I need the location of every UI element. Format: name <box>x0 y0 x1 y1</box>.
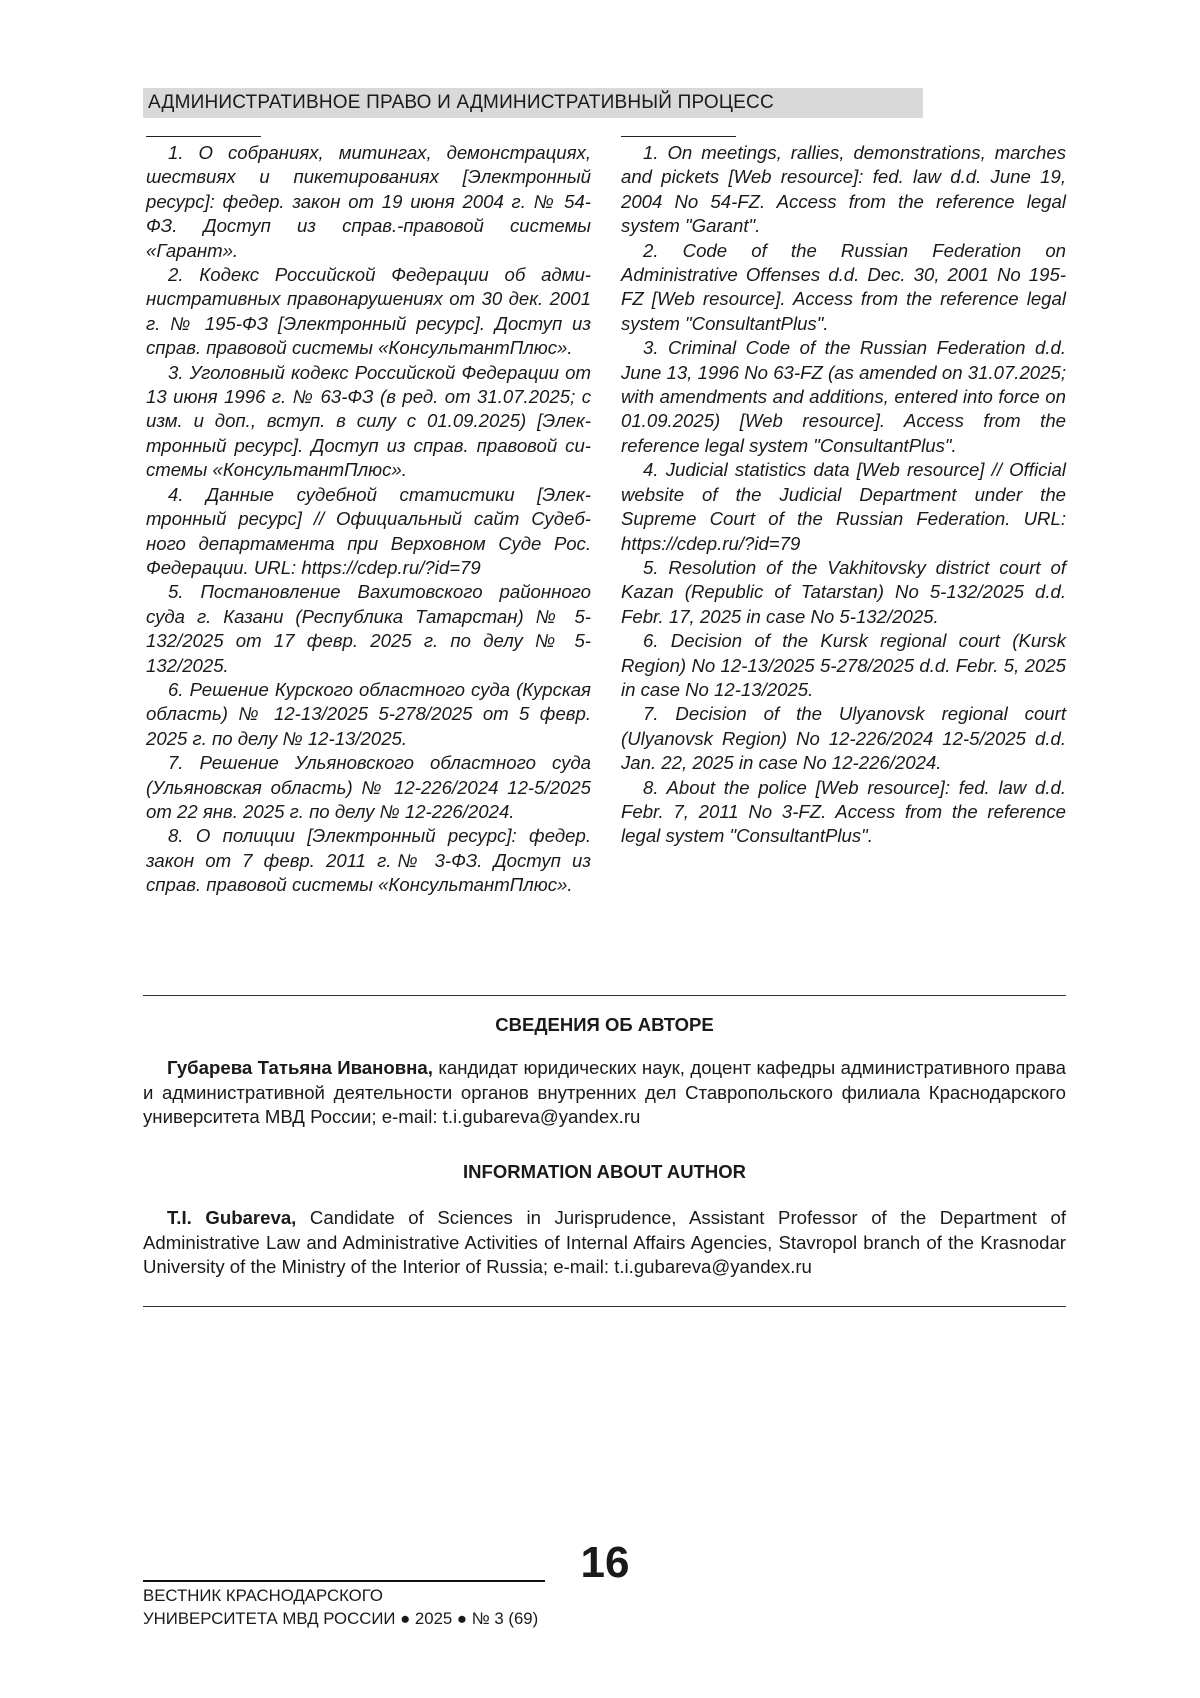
footnote-separator <box>621 136 736 137</box>
author-info-en <box>143 1206 1066 1280</box>
section-header-title: АДМИНИСТРАТИВНОЕ ПРАВО И АДМИНИСТРАТИВНЫЙ ПРОЦЕСС <box>148 92 774 113</box>
footnote-item: 7. Решение Ульяновского областного суда (Ульяновская область) № 12-226/2024 12-5/2025 от 22 янв. 2025 г. по делу № 12-226/2024. <box>146 752 591 822</box>
footnote-item: 4. Judicial statistics data [Web resource] // Official website of the Judicial Department under the Supreme Court of the Russian Federation. URL: https://cdep.ru/?id=79 <box>621 459 1066 554</box>
footnote-item: 8. О полиции [Электронный ресурс]: федер. закон от 7 февр. 2011 г.№ 3-ФЗ. Доступ из справ. правовой системы «КонсультантПлюс». <box>146 825 591 896</box>
footnote-item: 1. On meetings, rallies, demonstrations, marches and pickets [Web resource]: fed. law d.d. June 19, 2004 No 54-FZ. Access from the reference legal system "Garant". <box>621 142 1066 237</box>
author-name-en: T.I. Gubareva, <box>167 1207 297 1228</box>
footnote-item: 2. Code of the Russian Federation on Administrative Offenses d.d. Dec. 30, 2001 No 195-FZ [Web resource]. Access from the reference legal system "ConsultantPlus". <box>621 239 1066 334</box>
footer-rule <box>143 1580 545 1582</box>
footnote-item: 3. Уголовный кодекс Российской Федерации от 13 июня 1996 г. № 63-ФЗ (в ред. от 31.07.2025; с изм. и доп., вступ. в силу с 01.09.2025) [Электронный ресурс]. Доступ из справ. правовой системы «КонсультантПлюс». <box>146 361 591 481</box>
author-name-ru: Губарева Татьяна Ивановна, <box>167 1057 433 1078</box>
footnotes-russian <box>146 136 591 898</box>
footnote-item: 5. Resolution of the Vakhitovsky district court of Kazan (Republic of Tatarstan) No 5-132/2025 d.d. Febr. 17, 2025 in case No 5-132/2025. <box>621 556 1066 627</box>
divider <box>143 995 1066 996</box>
footnote-item: 6. Решение Курского областного суда (Курская область) № 12-13/2025 5-278/2025 от 5 февр. 2025 г. по делу № 12-13/2025. <box>146 678 591 749</box>
footnote-item: 4. Данные судебной статистики [Электронный ресурс] // Официальный сайт Судебного департамента при Верховном Суде Рос. Федерации. URL: https://cdep.ru/?id=79 <box>146 483 591 578</box>
footnote-item: 6. Decision of the Kursk regional court (Kursk Region) No 12-13/2025 5-278/2025 d.d. Febr. 5, 2025 in case No 12-13/2025. <box>621 630 1066 700</box>
journal-name-line1: ВЕСТНИК КРАСНОДАРСКОГО <box>143 1586 383 1605</box>
footnote-item: 5. Постановление Вахитовского районного суда г. Казани (Республика Татарстан) № 5-132/2025 от 17 февр. 2025 г. по делу № 5-132/2025. <box>146 581 591 676</box>
author-details-en: Candidate of Sciences in Jurisprudence, Assistant Professor of the Department of Administrative Law and Administrative Activities of Internal Affairs Agencies, Stavropol branch of the Krasnodar University of the Ministry of the Interior of Russia; e-mail: t.i.gubareva@yandex.ru <box>143 1207 1067 1277</box>
author-info-heading-en: INFORMATION ABOUT AUTHOR <box>463 1161 746 1182</box>
footnote-item: 1. О собраниях, митингах, демонстрациях, шествиях и пикетированиях [Электронный ресурс]: федер. закон от 19 июня 2004 г. № 54-ФЗ. Доступ из справ.-правовой системы «Гарант». <box>146 142 591 261</box>
footnotes-english <box>621 136 1066 849</box>
footnote-item: 3. Criminal Code of the Russian Federation d.d. June 13, 1996 No 63-FZ (as amended on 31.07.2025; with amendments and additions, entered into force on 01.09.2025) [Web resource]. Access from the reference legal system "ConsultantPlus". <box>621 337 1066 456</box>
author-details-ru: кандидат юридических наук, доцент кафедры административного права и административной деятельности органов внутренних дел Ставропольского филиала Краснодарского университета МВД России; e-mail: t.i.gubareva@yandex.ru <box>143 1057 1066 1127</box>
page-number: 16 <box>580 1538 630 1587</box>
author-info-heading-ru: СВЕДЕНИЯ ОБ АВТОРЕ <box>495 1014 714 1035</box>
footnote-item: 8. About the police [Web resource]: fed. law d.d. Febr. 7, 2011 No 3-FZ. Access from the reference legal system "ConsultantPlus". <box>621 776 1066 847</box>
journal-name-line2: УНИВЕРСИТЕТА МВД РОССИИ ● 2025 ● № 3 (69) <box>143 1609 539 1628</box>
footnote-separator <box>146 136 261 137</box>
author-info-ru <box>143 1056 1066 1130</box>
divider <box>143 1306 1066 1307</box>
footnote-item: 7. Decision of the Ulyanovsk regional court (Ulyanovsk Region) No 12-226/2024 12-5/2025 d.d. Jan. 22, 2025 in case No 12-226/2024. <box>621 703 1066 774</box>
footnote-item: 2. Кодекс Российской Федерации об административных правонарушениях от 30 дек. 2001 г. № 195-ФЗ [Электронный ресурс]. Доступ из справ. правовой системы «КонсультантПлюс». <box>146 264 591 359</box>
